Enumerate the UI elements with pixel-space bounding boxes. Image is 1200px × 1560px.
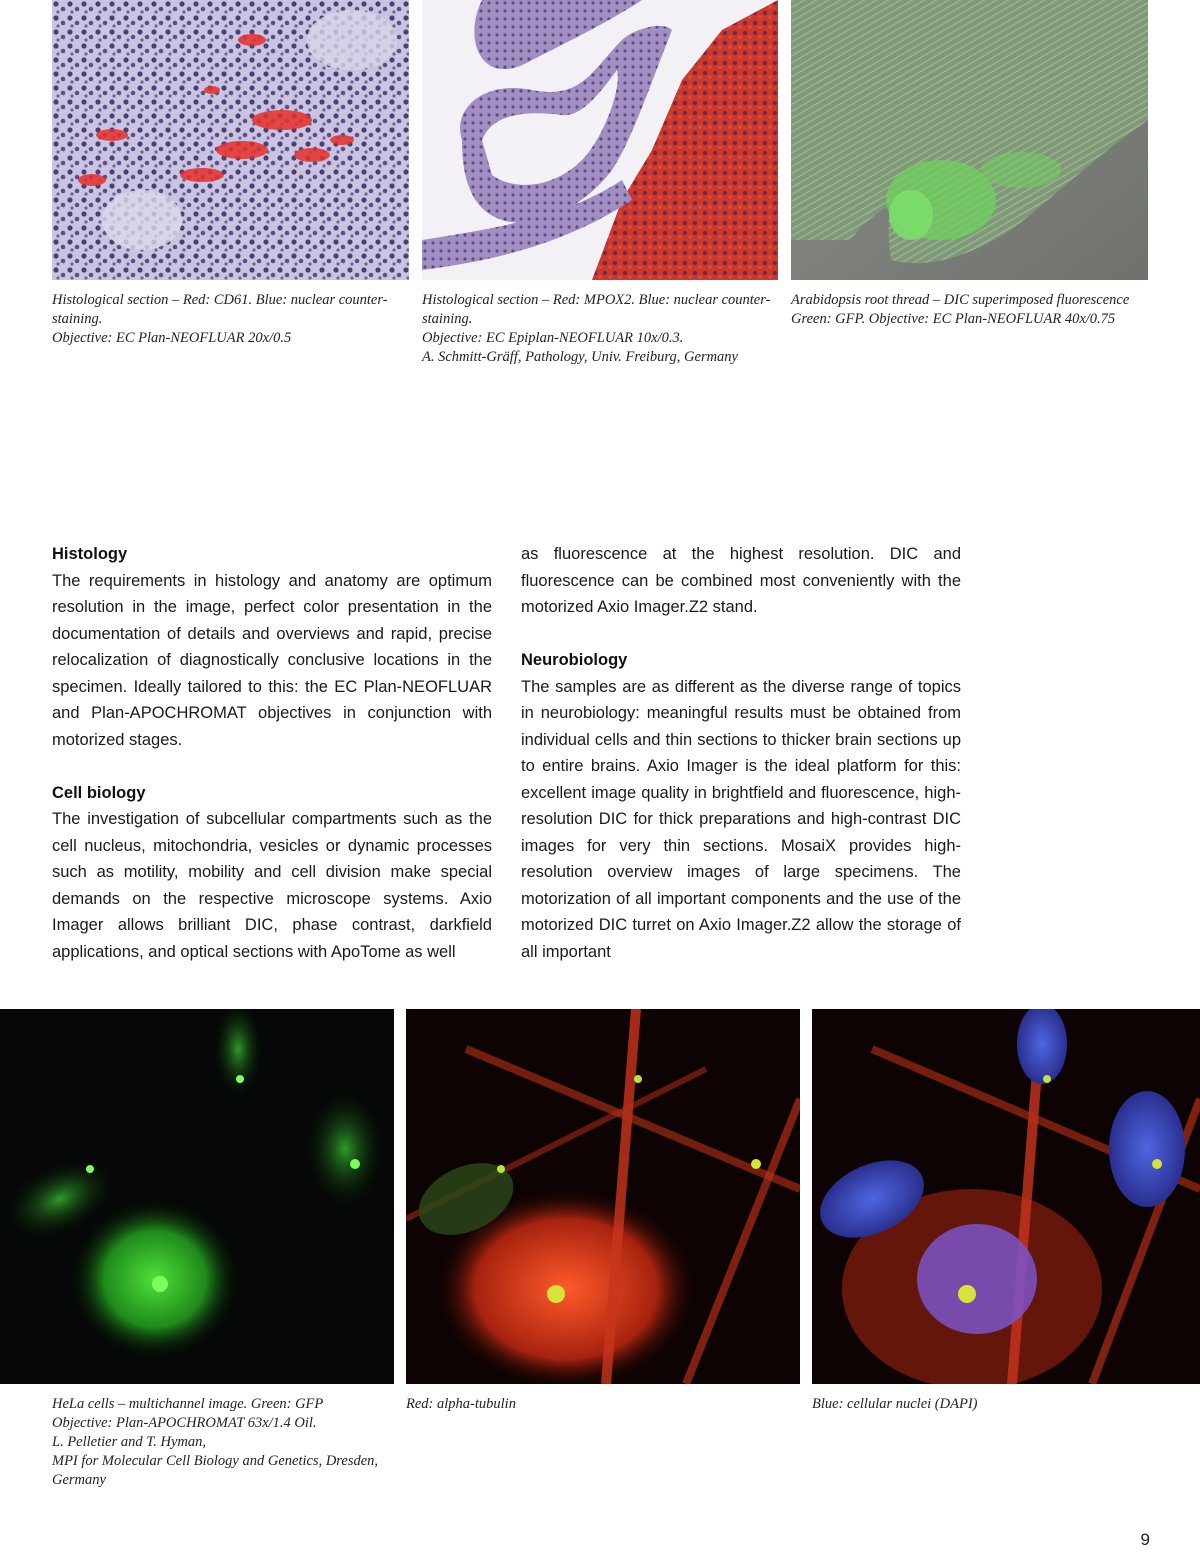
caption-line: A. Schmitt-Gräff, Pathology, Univ. Freiburg, Germany	[422, 349, 738, 365]
hela-gfp-image	[0, 1009, 394, 1384]
caption-hela-gfp	[52, 1395, 378, 1490]
heading-neurobiology: Neurobiology	[521, 651, 628, 669]
caption-line: staining.	[422, 311, 473, 327]
caption-line: MPI for Molecular Cell Biology and Genetics, Dresden,	[52, 1453, 379, 1469]
caption-histology-mpox2	[422, 291, 770, 367]
paragraph-cell-biology: The investigation of subcellular compartments such as the cell nucleus, mitochondria, vesicles or dynamic processes such as motility, mobility and cell division make special demands on the respective microscope systems. Axio Imager allows brilliant DIC, phase contrast, darkfield applications, and optical sections with ApoTome as well	[52, 810, 492, 961]
paragraph-continued: as fluorescence at the highest resolution. DIC and fluorescence can be combined most conveniently with the motorized Axio Imager.Z2 stand.	[521, 545, 961, 616]
caption-line: L. Pelletier and T. Hyman,	[52, 1434, 206, 1450]
histology-mpox2-image	[422, 0, 778, 280]
caption-line: Blue: cellular nuclei (DAPI)	[812, 1396, 978, 1412]
caption-line: Objective: Plan-APOCHROMAT 63x/1.4 Oil.	[52, 1415, 317, 1431]
caption-line: HeLa cells – multichannel image. Green: GFP	[52, 1396, 324, 1412]
heading-cell-biology: Cell biology	[52, 783, 146, 802]
right-text-column	[521, 541, 961, 992]
paragraph-histology: The requirements in histology and anatomy are optimum resolution in the image, perfect color presentation in the documentation of details and overviews and rapid, precise relocalization of diagnostically conclusive locations in the specimen. Ideally tailored to this: the EC Plan-NEOFLUAR and Plan-APOCHROMAT objectives in conjunction with motorized stages.	[52, 571, 492, 749]
hela-tubulin-image	[406, 1009, 800, 1384]
arabidopsis-root-image	[791, 0, 1148, 280]
caption-line: Red: alpha-tubulin	[406, 1396, 516, 1412]
heading-histology: Histology	[52, 545, 128, 563]
caption-hela-tubulin	[406, 1395, 516, 1414]
histology-cd61-image	[52, 0, 409, 280]
caption-hela-dapi	[812, 1395, 977, 1414]
caption-line: Germany	[52, 1472, 106, 1488]
caption-arabidopsis	[791, 291, 1129, 329]
caption-line: Histological section – Red: CD61. Blue: nuclear counter-	[52, 292, 388, 308]
paragraph-neurobiology: The samples are as different as the diverse range of topics in neurobiology: meaningful results must be obtained from individual cells and thin sections to thicker brain sections up to entire brains. Axio Imager is the ideal platform for this: excellent image quality in brightfield and fluorescence, high-resolution DIC for thick preparations and high-contrast DIC images for very thin sections. MosaiX provides high-resolution overview images of large specimens. The motorization of all important components and the use of the motorized DIC turret on Axio Imager.Z2 allow the storage of all important	[521, 677, 961, 961]
hela-dapi-image	[812, 1009, 1200, 1384]
caption-line: staining.	[52, 311, 103, 327]
caption-line: Objective: EC Plan-NEOFLUAR 20x/0.5	[52, 330, 292, 346]
caption-line: Green: GFP. Objective: EC Plan-NEOFLUAR 40x/0.75	[791, 311, 1116, 327]
caption-line: Arabidopsis root thread – DIC superimposed fluorescence	[791, 292, 1130, 308]
page-number: 9	[1140, 1530, 1150, 1549]
caption-histology-cd61	[52, 291, 388, 348]
caption-line: Objective: EC Epiplan-NEOFLUAR 10x/0.3.	[422, 330, 684, 346]
left-text-column	[52, 541, 492, 992]
caption-line: Histological section – Red: MPOX2. Blue: nuclear counter-	[422, 292, 771, 308]
